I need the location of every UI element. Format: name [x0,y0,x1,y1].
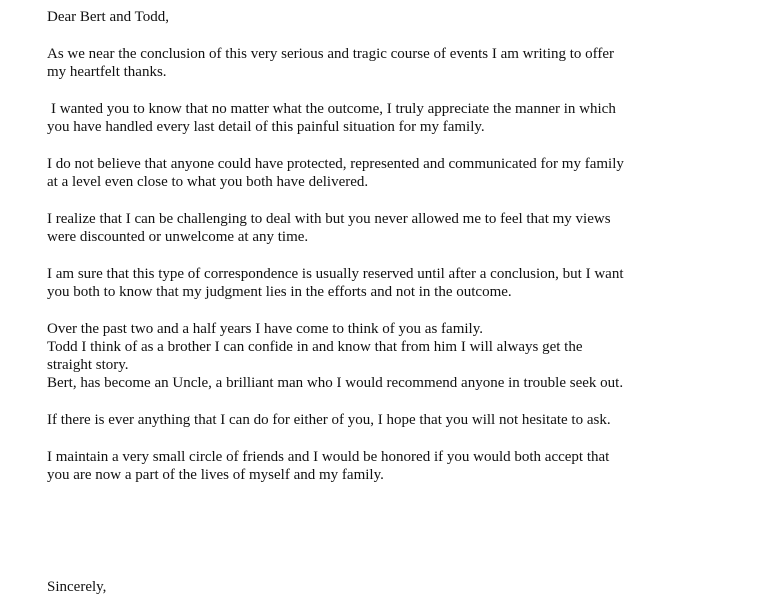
paragraph-judgment [47,265,747,301]
paragraph-line: If there is ever anything that I can do for either of you, I hope that you will not hesitate to ask. [47,412,611,428]
paragraph-challenging [47,210,747,246]
paragraph-family [47,320,747,392]
paragraph-line: I do not believe that anyone could have protected, represented and communicated for my family [47,156,624,172]
paragraph-line: Todd I think of as a brother I can confide in and know that from him I will always get the [47,339,583,355]
paragraph-line: Bert, has become an Uncle, a brilliant man who I would recommend anyone in trouble seek out. [47,375,624,391]
paragraph-line: straight story. [47,357,129,373]
paragraph-line: I maintain a very small circle of friends and I would be honored if you would both accept that [47,449,610,465]
paragraph-line: As we near the conclusion of this very serious and tragic course of events I am writing to offer [47,46,615,62]
paragraph-line: at a level even close to what you both have delivered. [47,174,369,190]
letter-body [47,8,747,503]
paragraph-line: were discounted or unwelcome at any time. [47,229,309,245]
paragraph-friends [47,448,747,484]
paragraph-line: my heartfelt thanks. [47,64,167,80]
paragraph-line: you have handled every last detail of this painful situation for my family. [47,119,485,135]
paragraph-line: I am sure that this type of correspondence is usually reserved until after a conclusion, but I want [47,266,624,282]
paragraph-line: I wanted you to know that no matter what the outcome, I truly appreciate the manner in which [51,101,616,117]
paragraph-line: you are now a part of the lives of myself and my family. [47,467,384,483]
paragraph-line: I realize that I can be challenging to deal with but you never allowed me to feel that my views [47,211,611,227]
paragraph-appreciation [47,100,747,136]
salutation: Dear Bert and Todd, [47,9,169,25]
paragraph-thanks [47,45,747,81]
paragraph-representation [47,155,747,191]
paragraph-line: you both to know that my judgment lies in the efforts and not in the outcome. [47,284,512,300]
paragraph-offer [47,411,747,429]
paragraph-line: Over the past two and a half years I have come to think of you as family. [47,321,483,337]
closing: Sincerely, [47,579,107,595]
